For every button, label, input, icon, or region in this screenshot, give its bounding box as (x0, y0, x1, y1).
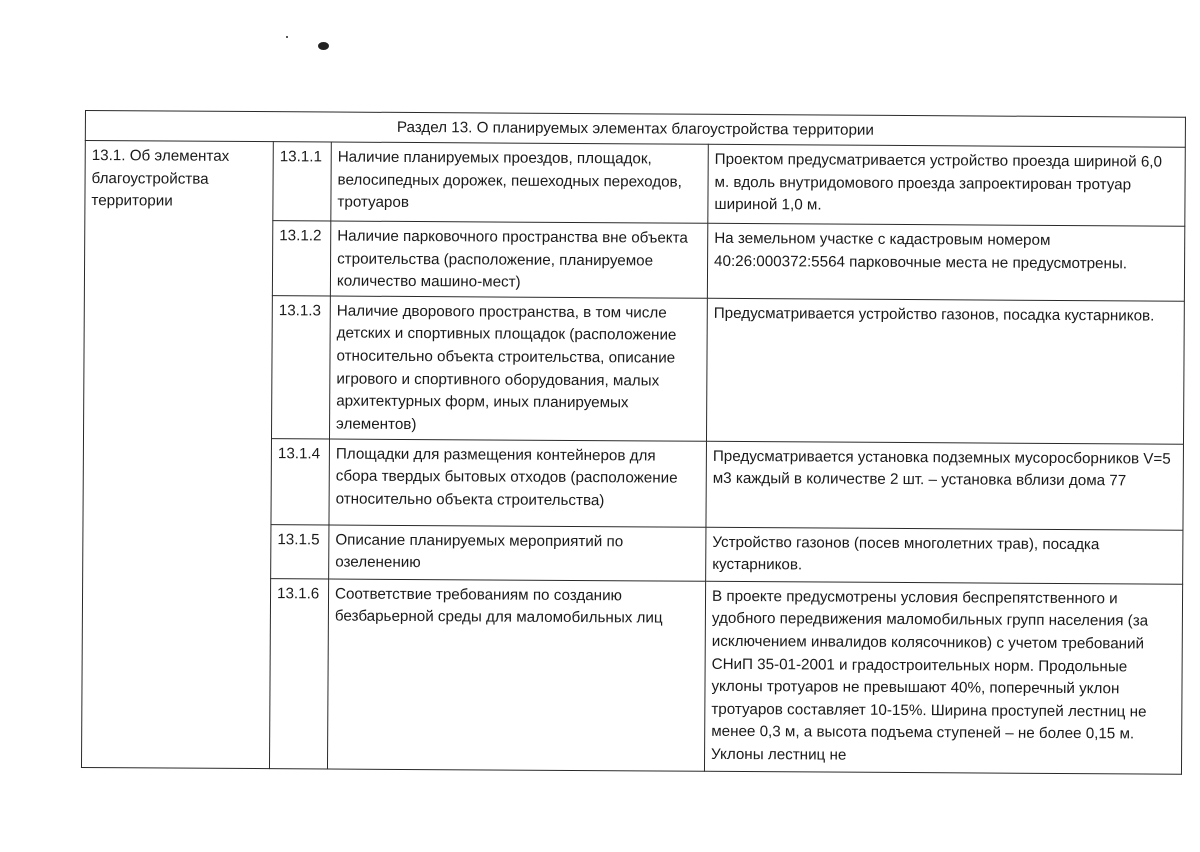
row-item: Описание планируемых мероприятий по озеленению (329, 525, 706, 581)
row-number: 13.1.6 (269, 578, 328, 768)
row-item: Соответствие требованиям по созданию безбарьерной среды для маломобильных лиц (327, 579, 705, 771)
row-value: Проектом предусматривается устройство проезда шириной 6,0 м. вдоль внутридомового проезда запроектирован тротуар шириной 1,0 м. (708, 144, 1185, 226)
row-value: На земельном участке с кадастровым номером 40:26:000372:5564 парковочные места не предусмотрены. (707, 223, 1184, 301)
row-number: 13.1.1 (273, 142, 331, 221)
scan-speck (318, 42, 329, 50)
row-value: В проекте предусмотрены условия беспрепятственного и удобного передвижения маломобильных групп населения (за исключением инвалидов колясочников) с учетом требований СНиП 35-01-2001 и градостроительных норм. Продольные уклоны тротуаров не превышают 40%, поперечный уклон тротуаров составляет 10-15%. Ширина проступей лестниц не менее 0,3 м, а высота подъема ступеней – не более 0,15 м. Уклоны лестниц не (704, 581, 1182, 774)
section-title: Раздел 13. О планируемых элементах благоустройства территории (85, 111, 1185, 148)
row-item: Наличие дворового пространства, в том числе детских и спортивных площадок (расположение относительно объекта строительства, описание игрового и спортивного оборудования, малых архитектурных форм, иных планируемых элементов) (329, 296, 707, 441)
row-number: 13.1.4 (271, 438, 330, 524)
row-item: Площадки для размещения контейнеров для сбора твердых бытовых отходов (расположение относительно объекта строительства) (329, 439, 707, 527)
group-label: 13.1. Об элементах благоустройства территории (81, 141, 273, 769)
row-number: 13.1.3 (271, 295, 330, 438)
row-number: 13.1.2 (272, 221, 330, 296)
row-item: Наличие парковочного пространства вне объекта строительства (расположение, планируемое количество машино-мест) (330, 221, 707, 298)
row-number: 13.1.5 (271, 524, 329, 578)
row-value: Предусматривается устройство газонов, посадка кустарников. (706, 298, 1184, 444)
section-table (81, 110, 1186, 774)
row-value: Устройство газонов (посев многолетних трав), посадка кустарников. (706, 527, 1183, 584)
row-value: Предусматривается установка подземных мусоросборников V=5 м3 каждый в количестве 2 шт. – установка вблизи дома 77 (706, 441, 1184, 530)
row-item: Наличие планируемых проездов, площадок, велосипедных дорожек, пешеходных переходов, тротуаров (331, 142, 708, 223)
scan-speck-small (286, 36, 288, 38)
table-row (85, 141, 1185, 227)
